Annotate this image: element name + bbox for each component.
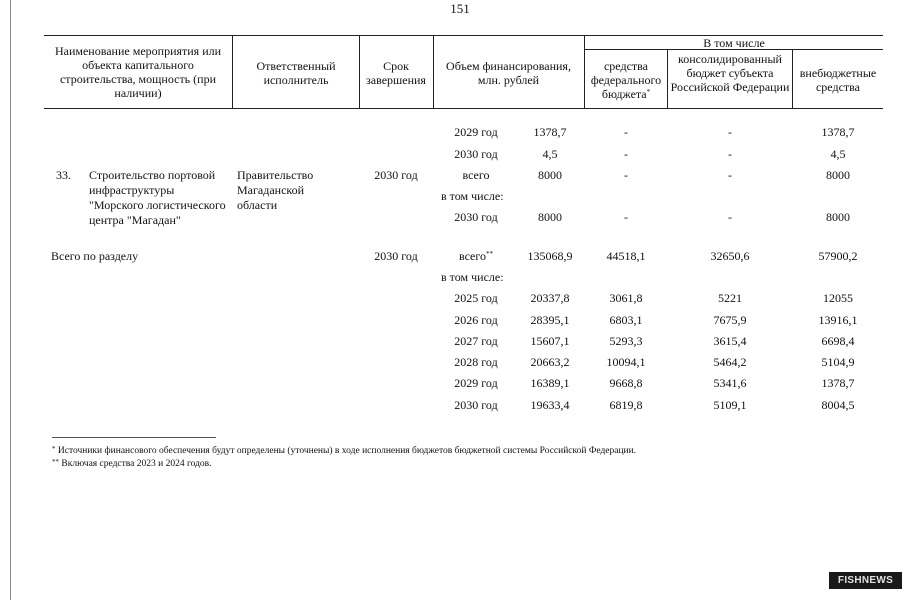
row-offbudget: 5104,9: [821, 355, 855, 369]
row-label: 2029 год: [454, 376, 498, 390]
row-offbudget: 57900,2: [818, 249, 858, 263]
row-offbudget: 4,5: [830, 147, 846, 161]
row-federal: 44518,1: [606, 249, 646, 263]
header-including: В том числе: [703, 36, 765, 50]
row-label: 2026 год: [454, 313, 498, 327]
header-divider: [584, 35, 585, 108]
row-offbudget: 6698,4: [821, 334, 855, 348]
header-deadline: Срок завершения: [366, 59, 426, 87]
row-federal: 10094,1: [606, 355, 646, 369]
row-regional: 5221: [718, 291, 742, 305]
row-total: 8000: [538, 168, 562, 182]
row-federal: -: [624, 168, 628, 182]
row-regional: -: [728, 125, 732, 139]
row-regional: 32650,6: [710, 249, 750, 263]
header-divider: [667, 49, 668, 108]
header-name: Наименование мероприятия или объекта капитального строительства, мощность (при наличии): [54, 44, 222, 100]
footnote-divider: [52, 437, 216, 438]
page-number: 151: [450, 1, 470, 16]
row-total: 19633,4: [530, 398, 570, 412]
header-responsible: Ответственный исполнитель: [256, 59, 336, 87]
row-federal: 3061,8: [609, 291, 643, 305]
row-regional: -: [728, 168, 732, 182]
fishnews-logo: FISHNEWS: [829, 572, 902, 589]
row-label: всего: [462, 168, 490, 182]
row-label: 2029 год: [454, 125, 498, 139]
header-divider: [359, 35, 360, 108]
row-federal: -: [624, 210, 628, 224]
row-offbudget: 8004,5: [821, 398, 855, 412]
footnote-1: * Источники финансового обеспечения будут определены (уточнены) в ходе исполнения бюджетов бюджетной системы Российской Федерации.: [52, 445, 637, 456]
row-label: 2027 год: [454, 334, 498, 348]
row-offbudget: 8000: [826, 168, 850, 182]
row-total: 20663,2: [530, 355, 570, 369]
header-offbudget: внебюджетные средства: [799, 66, 877, 94]
header-divider: [232, 35, 233, 108]
row-total: 15607,1: [530, 334, 570, 348]
row-federal: -: [624, 147, 628, 161]
header-federal: средства федерального бюджета*: [590, 59, 662, 101]
row-federal: 6803,1: [609, 313, 643, 327]
row-federal: 6819,8: [609, 398, 643, 412]
row-total: 16389,1: [530, 376, 570, 390]
row-offbudget: 8000: [826, 210, 850, 224]
row-total: 28395,1: [530, 313, 570, 327]
row-total: 8000: [538, 210, 562, 224]
header-divider: [433, 35, 434, 108]
section-total-name: Всего по разделу: [51, 249, 139, 263]
row-federal: 9668,8: [609, 376, 643, 390]
row-regional: 5109,1: [713, 398, 747, 412]
row-federal: -: [624, 125, 628, 139]
row-label: всего**: [458, 249, 494, 263]
row-label: 2030 год: [454, 398, 498, 412]
including-label: в том числе:: [441, 270, 504, 284]
header-regional: консолидированный бюджет субъекта Российской Федерации: [670, 52, 790, 94]
row-regional: 5464,2: [713, 355, 747, 369]
header-volume: Объем финансирования, млн. рублей: [446, 59, 571, 87]
header-bottom-border: [44, 108, 883, 109]
row-regional: 3615,4: [713, 334, 747, 348]
row-total: 135068,9: [527, 249, 573, 263]
row-label: 2025 год: [454, 291, 498, 305]
row-regional: 7675,9: [713, 313, 747, 327]
row-label: в том числе:: [441, 189, 504, 203]
object-name: Строительство портовой инфраструктуры "Морского логистического центра "Магадан": [89, 168, 226, 227]
row-total: 20337,8: [530, 291, 570, 305]
footnote-2: ** Включая средства 2023 и 2024 годов.: [52, 458, 212, 469]
row-federal: 5293,3: [609, 334, 643, 348]
row-total: 4,5: [542, 147, 558, 161]
row-offbudget: 1378,7: [821, 376, 855, 390]
object-number: 33.: [56, 168, 71, 182]
row-label: 2030 год: [454, 147, 498, 161]
row-offbudget: 12055: [823, 291, 853, 305]
row-label: 2030 год: [454, 210, 498, 224]
row-total: 1378,7: [533, 125, 567, 139]
page-edge-line: [10, 0, 11, 600]
row-offbudget: 13916,1: [818, 313, 858, 327]
row-label: 2028 год: [454, 355, 498, 369]
row-regional: -: [728, 210, 732, 224]
section-total-deadline: 2030 год: [374, 249, 418, 263]
row-regional: -: [728, 147, 732, 161]
object-responsible: Правительство Магаданской области: [237, 168, 314, 212]
object-deadline: 2030 год: [374, 168, 418, 182]
row-offbudget: 1378,7: [821, 125, 855, 139]
row-regional: 5341,6: [713, 376, 747, 390]
header-divider: [792, 49, 793, 108]
